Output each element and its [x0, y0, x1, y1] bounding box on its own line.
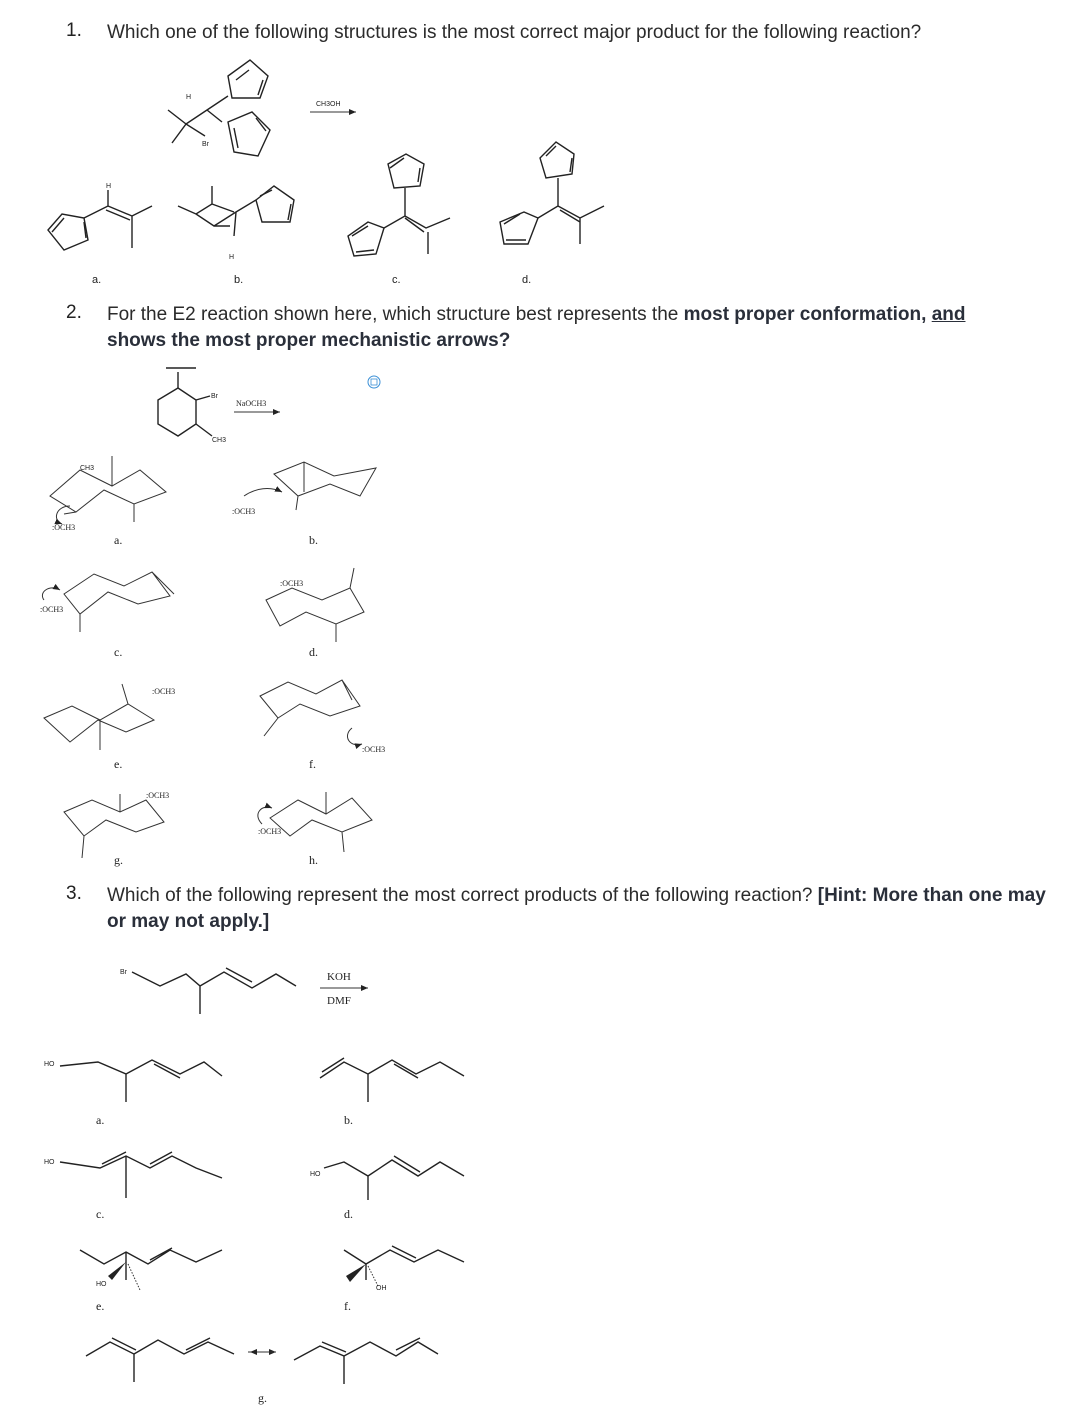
q1-reagent: CH3OH	[316, 101, 341, 108]
q2-br-label: Br	[211, 393, 218, 400]
q2-option-b[interactable]: b.	[309, 533, 318, 547]
q3-option-g[interactable]: g.	[258, 1391, 267, 1405]
q2-option-g-structure	[64, 791, 169, 858]
q1-option-b[interactable]: b.	[234, 274, 244, 286]
q2-c-och3: :OCH3	[40, 605, 64, 614]
question-2-text-bold: most proper conformation,	[683, 304, 932, 325]
q1-option-a[interactable]: a.	[92, 274, 102, 286]
question-2-text-and: and	[931, 304, 966, 325]
question-3-number: 3.	[66, 883, 82, 904]
question-3-text-plain: Which of the following represent the most correct products of the following reaction?	[107, 885, 818, 906]
q3-c-ho: HO	[44, 1159, 55, 1166]
q2-option-h[interactable]: h.	[309, 853, 318, 867]
q1-option-c[interactable]: c.	[392, 274, 401, 286]
q3-e-ho: HO	[96, 1281, 107, 1288]
q2-e-och3: :OCH3	[152, 687, 176, 696]
q3-option-c-structure	[44, 1152, 222, 1198]
q3-option-b-structure	[320, 1058, 464, 1102]
q2-f-och3: :OCH3	[362, 745, 386, 754]
q3-reagent-bottom: DMF	[327, 995, 351, 1007]
q1-reagent-arrow	[310, 101, 356, 112]
q2-reagent: NaOCH3	[236, 399, 267, 408]
q3-d-ho: HO	[310, 1171, 321, 1178]
question-1-number: 1.	[66, 20, 82, 41]
q1-br-label: Br	[202, 141, 209, 148]
q1-option-d[interactable]: d.	[522, 274, 532, 286]
question-3-text-bold: [Hint: More than one may or may not apply.]	[107, 885, 1046, 932]
q2-option-d-structure	[266, 568, 364, 642]
q2-ch3-label: CH3	[212, 437, 227, 444]
q3-br-label: Br	[120, 969, 127, 976]
q2-a-ch3: CH3	[80, 465, 95, 472]
q3-f-oh: OH	[376, 1285, 387, 1292]
q2-reagent-arrow	[234, 399, 280, 412]
q2-reactant	[158, 368, 226, 444]
question-2-text-plain: For the E2 reaction shown here, which structure best represents the	[107, 304, 684, 325]
q1-h-label: H	[186, 94, 192, 101]
q3-option-d[interactable]: d.	[344, 1207, 353, 1221]
q2-option-a-structure	[50, 456, 166, 532]
q3-a-ho: HO	[44, 1061, 55, 1068]
q2-option-a[interactable]: a.	[114, 533, 123, 547]
q3-option-a-structure	[44, 1060, 222, 1102]
q2-d-och3: :OCH3	[280, 579, 304, 588]
q3-option-e[interactable]: e.	[96, 1299, 105, 1313]
q2-option-c-structure	[40, 572, 174, 632]
question-2-text-bold2: shows the most proper mechanistic arrows?	[107, 330, 511, 351]
q3-option-e-structure	[80, 1248, 222, 1290]
q3-option-b[interactable]: b.	[344, 1113, 353, 1127]
q3-option-a[interactable]: a.	[96, 1113, 105, 1127]
q3-option-c[interactable]: c.	[96, 1207, 105, 1221]
q1-option-a-structure	[48, 183, 152, 250]
q2-g-och3: :OCH3	[146, 791, 170, 800]
q2-b-och3: :OCH3	[232, 507, 256, 516]
q2-option-f[interactable]: f.	[309, 757, 316, 771]
q2-option-f-structure	[260, 680, 385, 754]
q2-option-e[interactable]: e.	[114, 757, 123, 771]
q3-reagent-top: KOH	[327, 971, 351, 983]
q2-option-e-structure	[44, 684, 175, 750]
q3-reactant	[120, 968, 296, 1014]
q3-option-d-structure	[310, 1156, 464, 1200]
expand-icon[interactable]	[368, 376, 380, 388]
q1-b-h: H	[229, 254, 235, 261]
question-1-text: Which one of the following structures is the most correct major product for the following reaction?	[107, 22, 922, 43]
q2-option-h-structure	[258, 792, 372, 852]
q2-option-d[interactable]: d.	[309, 645, 318, 659]
q1-option-d-structure	[500, 142, 604, 244]
q2-h-och3: :OCH3	[258, 827, 282, 836]
q1-a-h: H	[106, 183, 112, 190]
q2-option-c[interactable]: c.	[114, 645, 123, 659]
q3-option-g-structure	[86, 1338, 438, 1384]
q3-reagent-arrow	[320, 971, 368, 1007]
q3-option-f[interactable]: f.	[344, 1299, 351, 1313]
q2-option-b-structure	[232, 462, 376, 516]
q2-a-och3: :OCH3	[52, 523, 76, 532]
q1-option-c-structure	[348, 154, 450, 256]
question-2-number: 2.	[66, 302, 82, 323]
q1-option-b-structure	[178, 186, 294, 261]
q1-reactant	[168, 60, 270, 156]
q2-option-g[interactable]: g.	[114, 853, 123, 867]
q3-option-f-structure	[344, 1246, 464, 1292]
